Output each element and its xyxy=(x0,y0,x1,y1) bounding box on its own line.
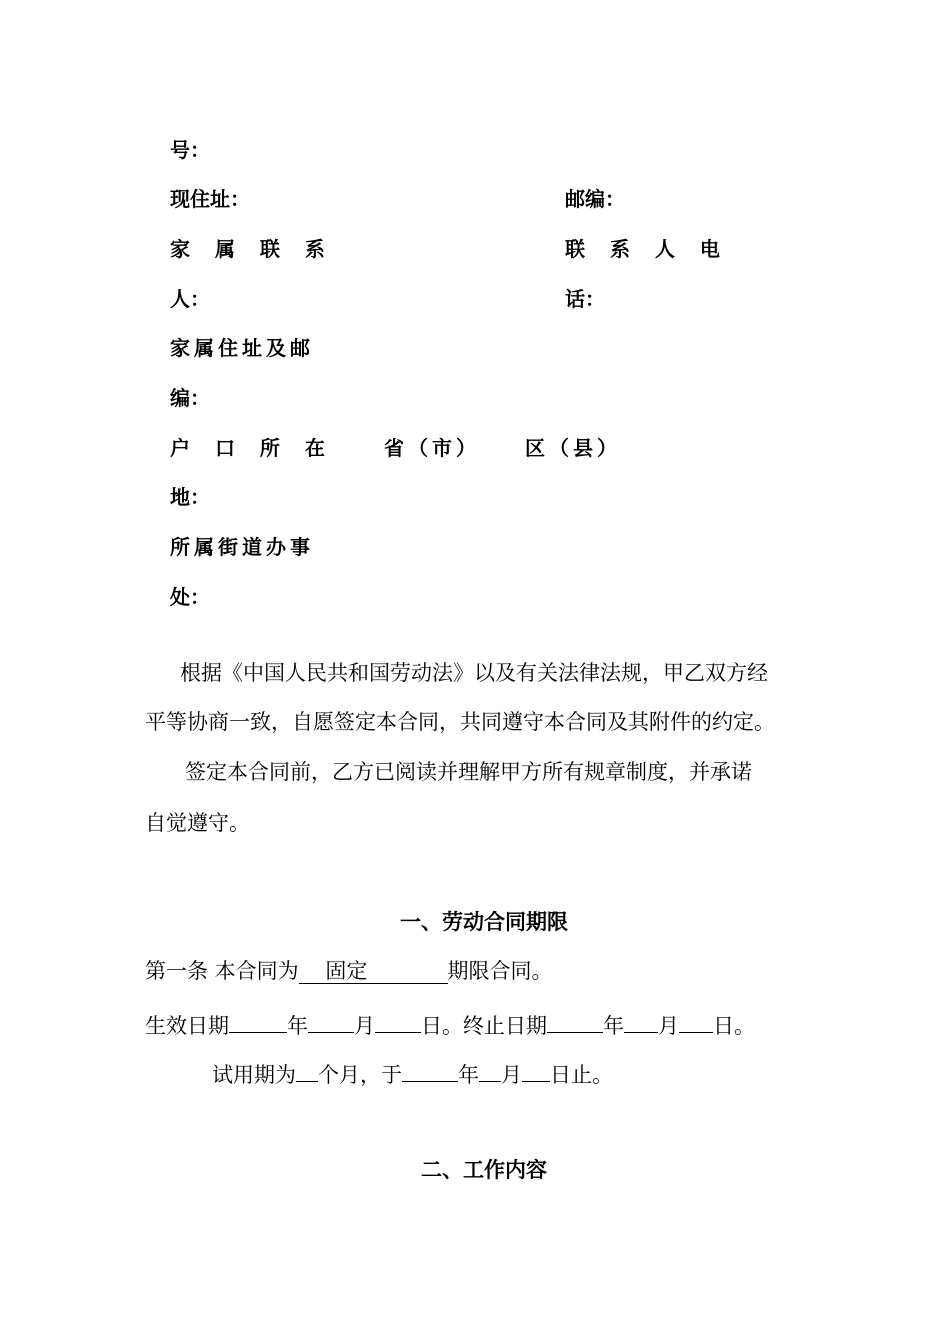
probation-prefix: 试用期为 xyxy=(212,1063,296,1087)
probation-months-field[interactable] xyxy=(296,1061,318,1082)
termination-year-unit: 年 xyxy=(603,1014,624,1038)
article1-prefix: 第一条 本合同为 xyxy=(145,959,299,983)
field-hao-label: 号： xyxy=(170,138,210,162)
hukou-province-label: 省（市） xyxy=(384,436,480,460)
termination-month-field[interactable] xyxy=(624,1012,658,1033)
termination-month-unit: 月 xyxy=(658,1014,679,1038)
probation-year-field[interactable] xyxy=(402,1061,458,1082)
postcode-label: 邮编： xyxy=(565,187,625,211)
probation-day-field[interactable] xyxy=(522,1061,550,1082)
preamble-paragraph2-line2: 自觉遵守。 xyxy=(145,811,250,835)
effective-date-label: 生效日期 xyxy=(145,1014,229,1038)
hukou-district-label: 区（县） xyxy=(525,436,621,460)
contact-phone-label-line1: 联 系 人 电 xyxy=(565,237,729,261)
hukou-label-line2: 地： xyxy=(170,485,210,509)
termination-day-field[interactable] xyxy=(679,1012,713,1033)
article1-suffix: 期限合同。 xyxy=(447,959,553,983)
contract-type-field[interactable] xyxy=(299,959,448,984)
effective-year-field[interactable] xyxy=(229,1012,287,1033)
family-address-label-line1: 家属住址及邮 xyxy=(170,336,314,360)
probation-month-unit: 月 xyxy=(501,1063,522,1087)
probation-end: 日止。 xyxy=(550,1063,613,1087)
effective-year-unit: 年 xyxy=(287,1014,308,1038)
dates-line xyxy=(145,1012,755,1037)
preamble-paragraph1-line1: 根据《中国人民共和国劳动法》以及有关法律法规，甲乙双方经 xyxy=(180,661,768,685)
street-office-label-line2: 处： xyxy=(170,585,210,609)
family-address-label-line2: 编： xyxy=(170,386,210,410)
contract-type-value: 固定 xyxy=(325,959,368,983)
preamble-paragraph2-line1: 签定本合同前，乙方已阅读并理解甲方所有规章制度，并承诺 xyxy=(185,760,752,784)
probation-months-label: 个月，于 xyxy=(318,1063,402,1087)
preamble-paragraph1-line2: 平等协商一致，自愿签定本合同，共同遵守本合同及其附件的约定。 xyxy=(145,710,775,734)
termination-date-label: 终止日期 xyxy=(463,1014,547,1038)
family-contact-label-line2: 人： xyxy=(170,287,210,311)
street-office-label-line1: 所属街道办事 xyxy=(170,535,314,559)
probation-line xyxy=(212,1061,613,1086)
hukou-label-line1: 户 口 所 在 xyxy=(170,436,334,460)
probation-month-field[interactable] xyxy=(479,1061,501,1082)
effective-month-unit: 月 xyxy=(354,1014,375,1038)
effective-day-unit: 日。 xyxy=(421,1014,463,1038)
effective-day-field[interactable] xyxy=(375,1012,421,1033)
probation-year-unit: 年 xyxy=(458,1063,479,1087)
current-address-label: 现住址： xyxy=(170,187,250,211)
termination-day-unit: 日。 xyxy=(713,1014,755,1038)
section2-heading: 二、工作内容 xyxy=(421,1158,547,1182)
family-contact-label-line1: 家 属 联 系 xyxy=(170,237,334,261)
contact-phone-label-line2: 话： xyxy=(565,287,605,311)
effective-month-field[interactable] xyxy=(308,1012,354,1033)
section1-heading: 一、劳动合同期限 xyxy=(400,910,568,934)
article1-line xyxy=(145,961,553,982)
termination-year-field[interactable] xyxy=(547,1012,603,1033)
